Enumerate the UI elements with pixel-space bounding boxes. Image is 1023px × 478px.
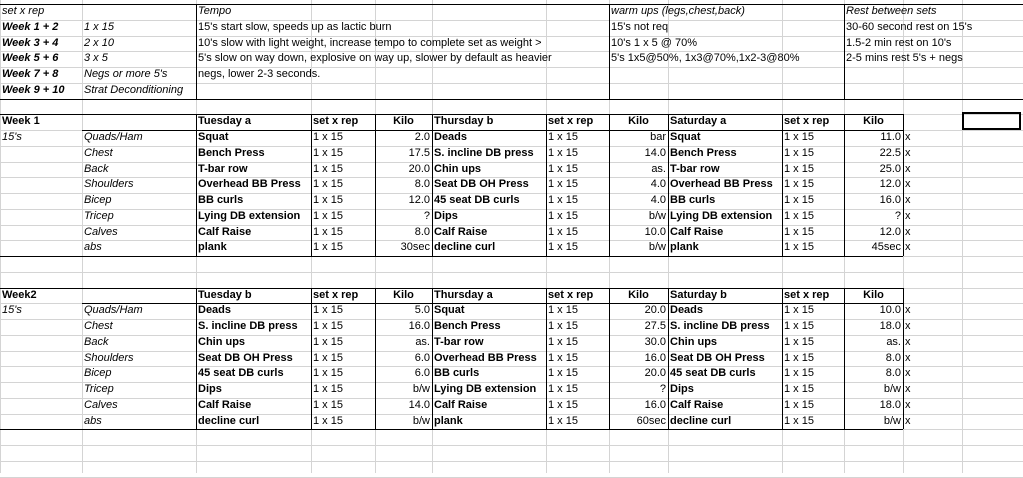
- cell-border: [0, 256, 903, 257]
- setrep-cell[interactable]: 1 x 15: [548, 209, 578, 222]
- week-scheme[interactable]: Negs or more 5's: [84, 68, 168, 80]
- week-range-label[interactable]: Week 5 + 6: [2, 52, 59, 65]
- exercise-cell[interactable]: Bench Press: [198, 146, 265, 159]
- muscle-group[interactable]: Tricep: [84, 383, 114, 395]
- setrep-cell[interactable]: 1 x 15: [548, 367, 578, 380]
- kilo-cell[interactable]: as.: [415, 335, 430, 348]
- muscle-group[interactable]: abs: [84, 414, 102, 427]
- week-scheme[interactable]: 2 x 10: [84, 36, 114, 49]
- exercise-cell[interactable]: Calf Raise: [198, 225, 252, 238]
- cell-border: [375, 114, 376, 256]
- setrep-cell[interactable]: 1 x 15: [784, 367, 814, 380]
- exercise-cell[interactable]: decline curl: [434, 241, 496, 254]
- tempo-note[interactable]: negs, lower 2-3 seconds.: [198, 68, 321, 80]
- day-title[interactable]: Tuesday a: [198, 115, 251, 128]
- exercise-cell[interactable]: plank: [198, 241, 227, 254]
- setrep-cell[interactable]: 1 x 15: [313, 241, 343, 254]
- kilo-cell[interactable]: 16.0: [644, 398, 666, 411]
- kilo-cell[interactable]: 18.0: [879, 320, 901, 332]
- kilo-cell[interactable]: 4.0: [650, 178, 666, 191]
- setrep-cell[interactable]: 1 x 15: [548, 414, 578, 427]
- setrep-cell[interactable]: 1 x 15: [313, 209, 343, 222]
- exercise-cell[interactable]: T-bar row: [670, 162, 720, 175]
- kilo-cell[interactable]: 20.0: [644, 304, 666, 317]
- cell-border: [0, 288, 903, 289]
- setrep-cell[interactable]: 1 x 15: [313, 414, 343, 427]
- done-mark[interactable]: x: [905, 383, 911, 395]
- setrep-cell[interactable]: 1 x 15: [784, 209, 814, 222]
- exercise-cell[interactable]: S. incline DB press: [198, 320, 298, 332]
- done-mark[interactable]: x: [905, 398, 911, 411]
- setrep-cell[interactable]: 1 x 15: [548, 225, 578, 238]
- setrep-header[interactable]: set x rep: [548, 288, 594, 301]
- muscle-group[interactable]: Chest: [84, 146, 113, 159]
- kilo-cell[interactable]: 20.0: [644, 367, 666, 380]
- exercise-cell[interactable]: Seat DB OH Press: [670, 351, 765, 364]
- cell-border: [546, 114, 547, 256]
- cell-border: [844, 4, 845, 99]
- setrep-cell[interactable]: 1 x 15: [313, 320, 343, 332]
- kilo-cell[interactable]: 16.0: [879, 194, 901, 206]
- done-mark[interactable]: x: [905, 320, 911, 332]
- week-range-label[interactable]: Week 1 + 2: [2, 20, 59, 33]
- exercise-cell[interactable]: Calf Raise: [198, 398, 252, 411]
- kilo-cell[interactable]: 27.5: [644, 320, 666, 332]
- muscle-group[interactable]: Calves: [84, 398, 118, 411]
- exercise-cell[interactable]: Bench Press: [434, 320, 501, 332]
- done-mark[interactable]: x: [905, 335, 911, 348]
- exercise-cell[interactable]: Deads: [198, 304, 232, 317]
- exercise-cell[interactable]: Lying DB extension: [198, 209, 301, 222]
- day-title[interactable]: Tuesday b: [198, 288, 252, 301]
- kilo-cell[interactable]: b/w: [412, 383, 430, 395]
- done-mark[interactable]: x: [905, 162, 911, 175]
- muscle-group[interactable]: Back: [84, 162, 109, 175]
- kilo-cell[interactable]: 30sec: [400, 241, 430, 254]
- gridline: [962, 0, 963, 473]
- setrep-cell[interactable]: 1 x 15: [313, 335, 343, 348]
- setrep-cell[interactable]: 1 x 15: [548, 335, 578, 348]
- kilo-cell[interactable]: 10.0: [879, 304, 901, 317]
- setrep-cell[interactable]: 1 x 15: [548, 383, 578, 395]
- kilo-cell[interactable]: 10.0: [644, 225, 666, 238]
- cell-border: [311, 288, 312, 429]
- kilo-cell[interactable]: 8.0: [885, 351, 901, 364]
- cell-border: [609, 288, 610, 429]
- warmup-note[interactable]: 10's 1 x 5 @ 70%: [611, 36, 698, 49]
- exercise-cell[interactable]: Calf Raise: [670, 398, 724, 411]
- exercise-cell[interactable]: Chin ups: [670, 335, 718, 348]
- setrep-cell[interactable]: 1 x 15: [548, 398, 578, 411]
- kilo-header[interactable]: Kilo: [393, 115, 414, 128]
- reps-label[interactable]: 15's: [2, 304, 22, 317]
- setrep-cell[interactable]: 1 x 15: [313, 304, 343, 317]
- header-warmup-title[interactable]: warm ups (legs,chest,back): [611, 5, 745, 17]
- rest-note[interactable]: 2-5 mins rest 5's + negs: [846, 52, 963, 65]
- done-mark[interactable]: x: [905, 146, 911, 159]
- kilo-cell[interactable]: 12.0: [408, 194, 430, 206]
- cell-border: [375, 288, 376, 429]
- setrep-cell[interactable]: 1 x 15: [548, 194, 578, 206]
- kilo-cell[interactable]: 8.0: [414, 225, 430, 238]
- exercise-cell[interactable]: Squat: [434, 304, 465, 317]
- setrep-cell[interactable]: 1 x 15: [784, 414, 814, 427]
- kilo-cell[interactable]: 14.0: [408, 398, 430, 411]
- setrep-cell[interactable]: 1 x 15: [548, 304, 578, 317]
- setrep-cell[interactable]: 1 x 15: [548, 146, 578, 159]
- muscle-group[interactable]: Quads/Ham: [84, 304, 143, 317]
- cell-border: [844, 288, 845, 429]
- exercise-cell[interactable]: 45 seat DB curls: [670, 367, 756, 380]
- cell-border: [782, 288, 783, 429]
- exercise-cell[interactable]: S. incline DB press: [670, 320, 770, 332]
- exercise-cell[interactable]: Lying DB extension: [434, 383, 537, 395]
- kilo-cell[interactable]: ?: [423, 209, 430, 222]
- cell-border: [609, 114, 610, 256]
- cell-border: [432, 114, 433, 256]
- exercise-cell[interactable]: T-bar row: [198, 162, 248, 175]
- kilo-header[interactable]: Kilo: [628, 288, 649, 301]
- setrep-header[interactable]: set x rep: [784, 115, 830, 128]
- setrep-cell[interactable]: 1 x 15: [548, 320, 578, 332]
- kilo-cell[interactable]: 11.0: [880, 131, 901, 143]
- kilo-cell[interactable]: as.: [651, 162, 666, 175]
- exercise-cell[interactable]: decline curl: [670, 414, 732, 427]
- exercise-cell[interactable]: Squat: [670, 131, 701, 143]
- exercise-cell[interactable]: Chin ups: [198, 335, 246, 348]
- cell-border: [196, 288, 197, 429]
- setrep-cell[interactable]: 1 x 15: [784, 320, 814, 332]
- cell-border: [903, 288, 904, 429]
- muscle-group[interactable]: Bicep: [84, 367, 112, 380]
- setrep-cell[interactable]: 1 x 15: [784, 335, 814, 348]
- exercise-cell[interactable]: 45 seat DB curls: [434, 194, 520, 206]
- setrep-cell[interactable]: 1 x 15: [548, 131, 578, 143]
- kilo-cell[interactable]: 12.0: [879, 178, 901, 191]
- setrep-cell[interactable]: 1 x 15: [313, 131, 343, 143]
- setrep-cell[interactable]: 1 x 15: [784, 146, 814, 159]
- setrep-cell[interactable]: 1 x 15: [548, 162, 578, 175]
- setrep-cell[interactable]: 1 x 15: [313, 398, 343, 411]
- kilo-cell[interactable]: b/w: [412, 414, 430, 427]
- cell-border: [196, 114, 197, 256]
- cell-border: [609, 4, 610, 99]
- kilo-cell[interactable]: 60sec: [636, 414, 666, 427]
- week-heading[interactable]: Week2: [2, 288, 37, 301]
- gridline: [0, 272, 1023, 273]
- setrep-cell[interactable]: 1 x 15: [784, 194, 814, 206]
- setrep-cell[interactable]: 1 x 15: [313, 351, 343, 364]
- setrep-header[interactable]: set x rep: [313, 115, 359, 128]
- muscle-group[interactable]: Back: [84, 335, 109, 348]
- kilo-cell[interactable]: 22.5: [879, 146, 901, 159]
- setrep-cell[interactable]: 1 x 15: [784, 162, 814, 175]
- exercise-cell[interactable]: T-bar row: [434, 335, 484, 348]
- kilo-cell[interactable]: ?: [659, 383, 666, 395]
- exercise-cell[interactable]: Calf Raise: [434, 398, 488, 411]
- kilo-cell[interactable]: b/w: [648, 209, 666, 222]
- day-title[interactable]: Saturday a: [670, 115, 727, 128]
- exercise-cell[interactable]: BB curls: [434, 367, 480, 380]
- kilo-header[interactable]: Kilo: [863, 115, 884, 128]
- kilo-cell[interactable]: b/w: [648, 241, 666, 254]
- setrep-cell[interactable]: 1 x 15: [313, 162, 343, 175]
- exercise-cell[interactable]: BB curls: [670, 194, 716, 206]
- warmup-note[interactable]: 15's not req: [611, 20, 669, 33]
- cell-border: [0, 429, 903, 430]
- kilo-cell[interactable]: 8.0: [414, 178, 430, 191]
- kilo-cell[interactable]: bar: [650, 131, 666, 143]
- muscle-group[interactable]: Shoulders: [84, 178, 134, 191]
- muscle-group[interactable]: Quads/Ham: [84, 131, 143, 143]
- done-mark[interactable]: x: [905, 367, 911, 380]
- setrep-header[interactable]: set x rep: [313, 288, 359, 301]
- kilo-cell[interactable]: b/w: [883, 383, 901, 395]
- exercise-cell[interactable]: Deads: [670, 304, 704, 317]
- setrep-cell[interactable]: 1 x 15: [313, 146, 343, 159]
- week-heading[interactable]: Week 1: [2, 115, 40, 128]
- muscle-group[interactable]: Calves: [84, 225, 118, 238]
- kilo-cell[interactable]: 14.0: [644, 146, 666, 159]
- rest-note[interactable]: 30-60 second rest on 15's: [846, 20, 973, 33]
- tempo-note[interactable]: 5's slow on way down, explosive on way up, slower by default as heavier: [198, 52, 552, 65]
- week-range-label[interactable]: Week 7 + 8: [2, 68, 59, 80]
- warmup-note[interactable]: 5's 1x5@50%, 1x3@70%,1x2-3@80%: [611, 52, 800, 65]
- kilo-cell[interactable]: 4.0: [650, 194, 666, 206]
- kilo-cell[interactable]: 17.5: [408, 146, 430, 159]
- header-setrep-title[interactable]: set x rep: [2, 5, 45, 17]
- exercise-cell[interactable]: Lying DB extension: [670, 209, 773, 222]
- header-tempo-title[interactable]: Tempo: [198, 5, 232, 17]
- muscle-group[interactable]: Shoulders: [84, 351, 134, 364]
- exercise-cell[interactable]: 45 seat DB curls: [198, 367, 284, 380]
- week-scheme[interactable]: 3 x 5: [84, 52, 108, 65]
- kilo-cell[interactable]: 6.0: [414, 351, 430, 364]
- done-mark[interactable]: x: [905, 178, 911, 191]
- kilo-cell[interactable]: 2.0: [414, 131, 430, 143]
- exercise-cell[interactable]: Bench Press: [670, 146, 737, 159]
- exercise-cell[interactable]: Squat: [198, 131, 229, 143]
- setrep-cell[interactable]: 1 x 15: [548, 178, 578, 191]
- week-scheme[interactable]: Strat Deconditioning: [84, 83, 184, 96]
- setrep-cell[interactable]: 1 x 15: [784, 225, 814, 238]
- kilo-cell[interactable]: 8.0: [885, 367, 901, 380]
- kilo-cell[interactable]: ?: [894, 209, 901, 222]
- cell-border: [0, 4, 1023, 5]
- kilo-cell[interactable]: 30.0: [644, 335, 666, 348]
- cell-border: [196, 4, 197, 99]
- rest-note[interactable]: 1.5-2 min rest on 10's: [846, 36, 952, 49]
- done-mark[interactable]: x: [905, 131, 911, 143]
- exercise-cell[interactable]: Dips: [670, 383, 694, 395]
- exercise-cell[interactable]: Overhead BB Press: [434, 351, 537, 364]
- setrep-cell[interactable]: 1 x 15: [313, 383, 343, 395]
- cell-border: [0, 114, 903, 115]
- setrep-cell[interactable]: 1 x 15: [784, 241, 814, 254]
- setrep-header[interactable]: set x rep: [784, 288, 830, 301]
- cell-border: [668, 288, 669, 429]
- muscle-group[interactable]: abs: [84, 241, 102, 254]
- exercise-cell[interactable]: Overhead BB Press: [670, 178, 773, 191]
- exercise-cell[interactable]: plank: [670, 241, 699, 254]
- kilo-header[interactable]: Kilo: [393, 288, 414, 301]
- kilo-cell[interactable]: as.: [886, 335, 901, 348]
- muscle-group[interactable]: Chest: [84, 320, 113, 332]
- setrep-cell[interactable]: 1 x 15: [784, 383, 814, 395]
- exercise-cell[interactable]: Calf Raise: [434, 225, 488, 238]
- cell-border: [903, 114, 904, 256]
- kilo-cell[interactable]: b/w: [883, 414, 901, 427]
- exercise-cell[interactable]: decline curl: [198, 414, 260, 427]
- gridline: [0, 461, 1023, 462]
- kilo-header[interactable]: Kilo: [863, 288, 884, 301]
- week-scheme[interactable]: 1 x 15: [84, 20, 114, 33]
- cell-border: [82, 130, 903, 131]
- kilo-cell[interactable]: 6.0: [414, 367, 430, 380]
- done-mark[interactable]: x: [905, 304, 911, 317]
- exercise-cell[interactable]: Dips: [434, 209, 458, 222]
- setrep-cell[interactable]: 1 x 15: [313, 367, 343, 380]
- setrep-header[interactable]: set x rep: [548, 115, 594, 128]
- muscle-group[interactable]: Tricep: [84, 209, 114, 222]
- tempo-note[interactable]: 15's start slow, speeds up as lactic burn: [198, 20, 392, 33]
- week-range-label[interactable]: Week 9 + 10: [2, 83, 65, 96]
- muscle-group[interactable]: Bicep: [84, 194, 112, 206]
- done-mark[interactable]: x: [905, 351, 911, 364]
- kilo-cell[interactable]: 16.0: [408, 320, 430, 332]
- done-mark[interactable]: x: [905, 209, 911, 222]
- tempo-note[interactable]: 10's slow with light weight, increase tempo to complete set as weight >: [198, 36, 542, 49]
- header-rest-title[interactable]: Rest between sets: [846, 5, 937, 17]
- setrep-cell[interactable]: 1 x 15: [784, 398, 814, 411]
- day-title[interactable]: Saturday b: [670, 288, 727, 301]
- setrep-cell[interactable]: 1 x 15: [784, 131, 814, 143]
- cell-border: [432, 288, 433, 429]
- exercise-cell[interactable]: BB curls: [198, 194, 244, 206]
- day-title[interactable]: Thursday b: [434, 115, 494, 128]
- setrep-cell[interactable]: 1 x 15: [313, 194, 343, 206]
- setrep-cell[interactable]: 1 x 15: [784, 351, 814, 364]
- kilo-cell[interactable]: 16.0: [644, 351, 666, 364]
- reps-label[interactable]: 15's: [2, 131, 22, 143]
- day-title[interactable]: Thursday a: [434, 288, 493, 301]
- active-cell-cursor[interactable]: [962, 112, 1021, 130]
- setrep-cell[interactable]: 1 x 15: [313, 225, 343, 238]
- kilo-cell[interactable]: 12.0: [879, 225, 901, 238]
- setrep-cell[interactable]: 1 x 15: [313, 178, 343, 191]
- exercise-cell[interactable]: plank: [434, 414, 463, 427]
- kilo-cell[interactable]: 18.0: [879, 398, 901, 411]
- cell-border: [668, 114, 669, 256]
- cell-border: [0, 99, 1023, 100]
- exercise-cell[interactable]: Overhead BB Press: [198, 178, 301, 191]
- kilo-cell[interactable]: 20.0: [408, 162, 430, 175]
- cell-border: [546, 288, 547, 429]
- exercise-cell[interactable]: Dips: [198, 383, 222, 395]
- exercise-cell[interactable]: Seat DB OH Press: [198, 351, 293, 364]
- setrep-cell[interactable]: 1 x 15: [784, 304, 814, 317]
- exercise-cell[interactable]: Deads: [434, 131, 468, 143]
- kilo-cell[interactable]: 45sec: [871, 241, 901, 254]
- kilo-cell[interactable]: 25.0: [879, 162, 901, 175]
- done-mark[interactable]: x: [905, 241, 911, 254]
- setrep-cell[interactable]: 1 x 15: [548, 351, 578, 364]
- exercise-cell[interactable]: Calf Raise: [670, 225, 724, 238]
- kilo-cell[interactable]: 5.0: [414, 304, 430, 317]
- exercise-cell[interactable]: Seat DB OH Press: [434, 178, 529, 191]
- setrep-cell[interactable]: 1 x 15: [784, 178, 814, 191]
- kilo-header[interactable]: Kilo: [628, 115, 649, 128]
- gridline: [0, 445, 1023, 446]
- done-mark[interactable]: x: [905, 225, 911, 238]
- setrep-cell[interactable]: 1 x 15: [548, 241, 578, 254]
- cell-border: [782, 114, 783, 256]
- cell-border: [311, 114, 312, 256]
- done-mark[interactable]: x: [905, 414, 911, 427]
- cell-border: [82, 303, 903, 304]
- cell-border: [844, 114, 845, 256]
- exercise-cell[interactable]: Chin ups: [434, 162, 482, 175]
- done-mark[interactable]: x: [905, 194, 911, 206]
- week-range-label[interactable]: Week 3 + 4: [2, 36, 59, 49]
- exercise-cell[interactable]: S. incline DB press: [434, 146, 534, 159]
